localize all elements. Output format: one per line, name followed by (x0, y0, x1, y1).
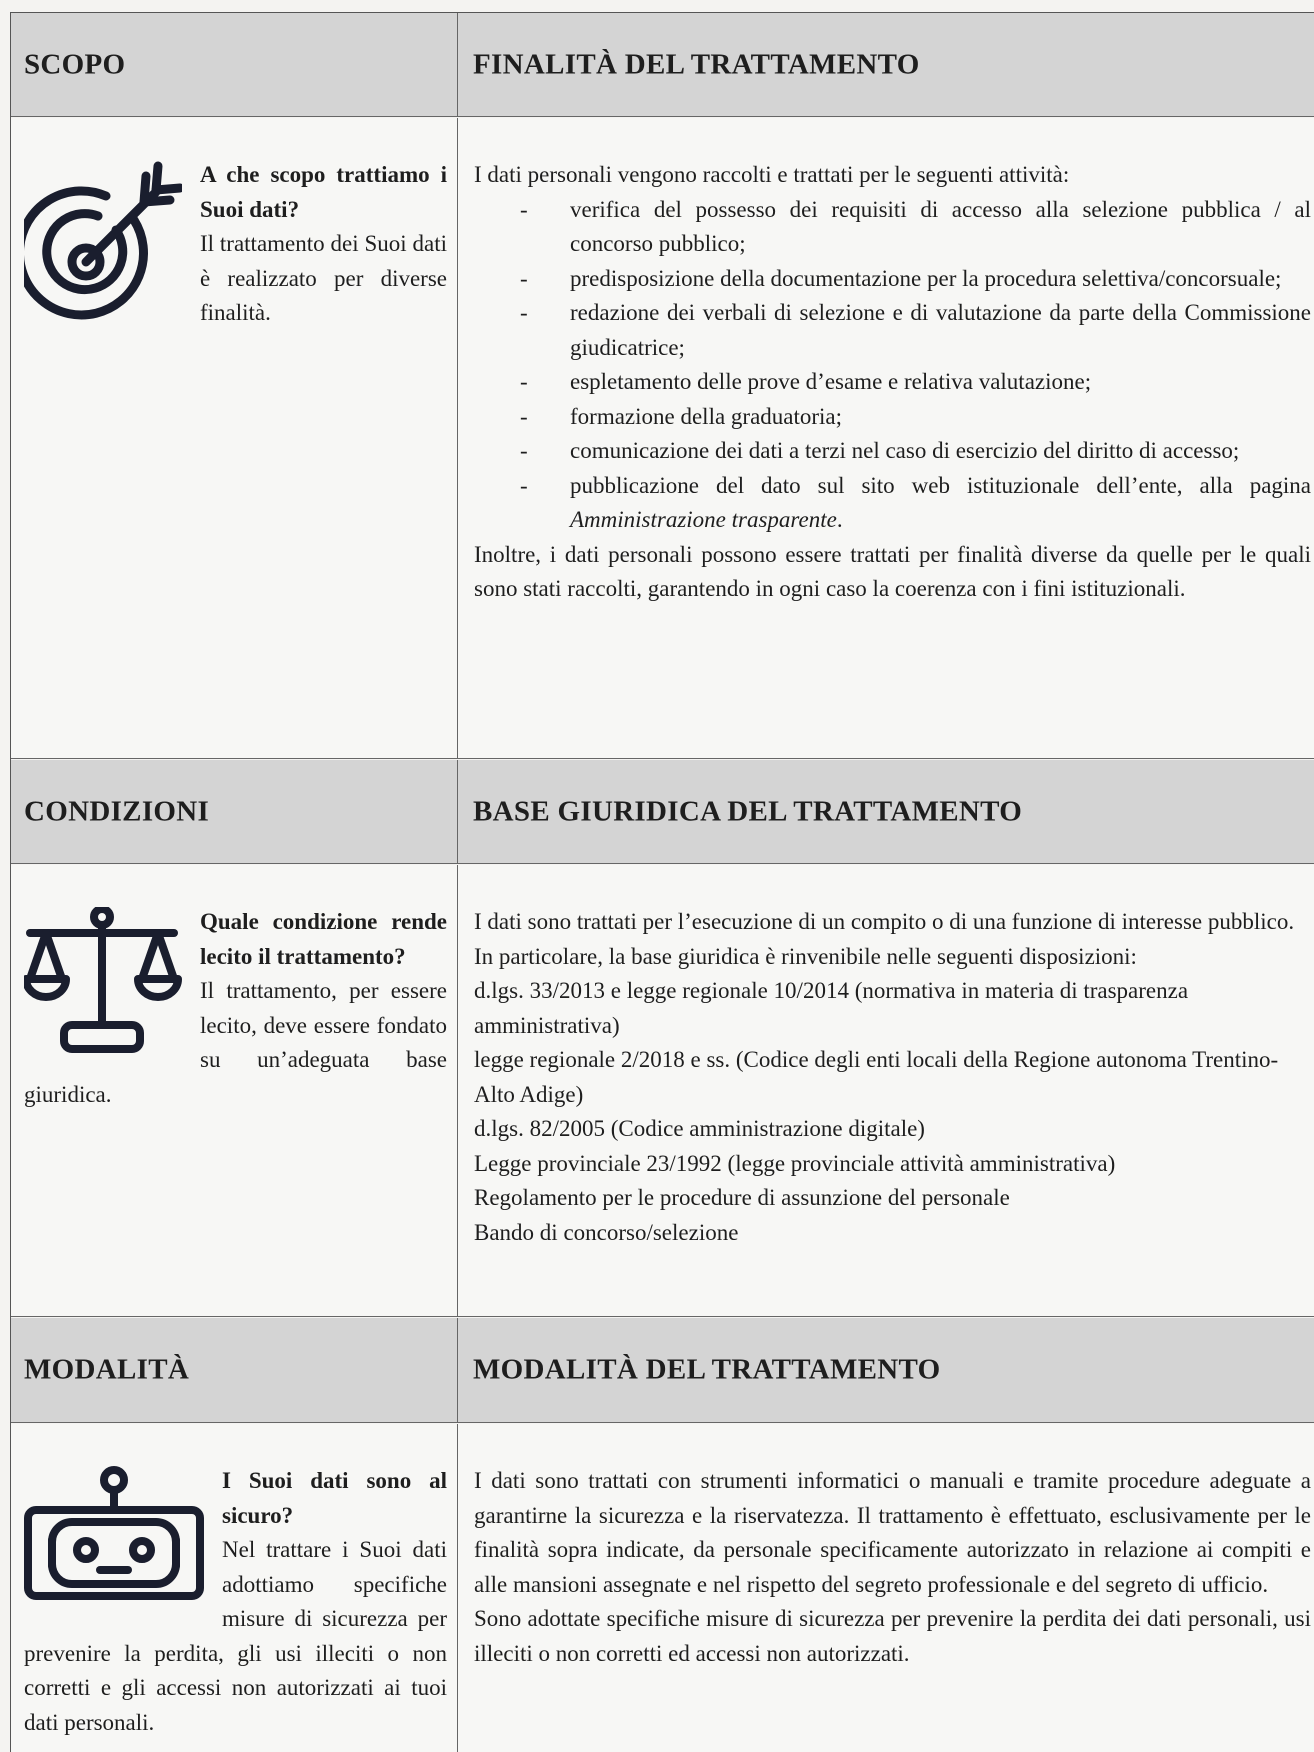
security-summary (24, 1464, 447, 1740)
section-header-modalita (11, 1318, 1314, 1423)
security-question: I Suoi dati sono al sicuro? (222, 1468, 447, 1528)
purpose-content (474, 158, 1311, 607)
list-item-italic: Amministrazione trasparente (570, 507, 837, 532)
security-content (474, 1464, 1311, 1671)
right-header: BASE GIURIDICA DEL TRATTAMENTO (473, 795, 1023, 827)
left-header: MODALITÀ (24, 1353, 190, 1386)
list-item: - formazione della graduatoria; (474, 400, 1311, 435)
section-body-modalita (11, 1424, 1314, 1752)
left-header: CONDIZIONI (24, 795, 210, 827)
purpose-list (474, 193, 1311, 538)
legal-basis-question: Quale condizione rende lecito il trattamento? (200, 909, 447, 969)
purpose-summary (24, 158, 447, 331)
list-item-text: pubblicazione del dato sul sito web istituzionale dell’ente, alla pagina (570, 472, 1311, 498)
left-header: SCOPO (24, 48, 126, 80)
scales-icon (24, 907, 182, 1057)
paragraph: Regolamento per le procedure di assunzione del personale (474, 1185, 1010, 1210)
right-header: FINALITÀ DEL TRATTAMENTO (473, 48, 920, 80)
legal-basis-description: Il trattamento, per essere lecito, deve essere fondato su un’adeguata base giuridica. (24, 978, 447, 1107)
purpose-closing: Inoltre, i dati personali possono essere trattati per finalità diverse da quelle per le quali sono stati raccolti, garantendo in ogni caso la coerenza con i fini istituzionali. (474, 541, 1311, 601)
paragraph: d.lgs. 82/2005 (Codice amministrazione digitale) (474, 1116, 925, 1141)
purpose-intro: I dati personali vengono raccolti e trattati per le seguenti attività: (474, 162, 1070, 187)
paragraph: In particolare, la base giuridica è rinvenibile nelle seguenti disposizioni: (474, 943, 1137, 969)
security-description: Nel trattare i Suoi dati adottiamo specifiche misure di sicurezza per prevenire la perdita, gli usi illeciti o non corretti e gli accessi non autorizzati ai tuoi dati personali. (24, 1537, 447, 1735)
list-item: - espletamento delle prove d’esame e relativa valutazione; (474, 365, 1311, 400)
target-icon (24, 160, 182, 322)
paragraph: Bando di concorso/selezione (474, 1219, 739, 1245)
section-header-scopo (11, 13, 1314, 117)
list-item: - redazione dei verbali di selezione e di valutazione da parte della Commissione giudicatrice; (474, 296, 1311, 365)
list-item-end: . (836, 507, 843, 532)
list-item: - predisposizione della documentazione per la procedura selettiva/concorsuale; (474, 262, 1311, 297)
privacy-info-table (10, 12, 1314, 1752)
paragraph: legge regionale 2/2018 e ss. (Codice degli enti locali della Regione autonoma Trentino-Alto Adige) (474, 1047, 1279, 1107)
paragraph: d.lgs. 33/2013 e legge regionale 10/2014 (normativa in materia di trasparenza amministrativa) (474, 978, 1189, 1038)
paragraph: Legge provinciale 23/1992 (legge provinciale attività amministrativa) (474, 1150, 1116, 1176)
robot-icon (24, 1466, 204, 1600)
list-item (474, 469, 1311, 538)
purpose-description: Il trattamento dei Suoi dati è realizzato per diverse finalità. (200, 231, 447, 325)
section-body-scopo (11, 118, 1314, 759)
paragraph: I dati sono trattati per l’esecuzione di un compito o di una funzione di interesse pubblico. (474, 909, 1295, 934)
right-header: MODALITÀ DEL TRATTAMENTO (473, 1353, 941, 1386)
paragraph: I dati sono trattati con strumenti informatici o manuali e tramite procedure adeguate a garantirne la sicurezza e la riservatezza. Il trattamento è effettuato, esclusivamente per le finalità sopra indicate, da personale specificamente autorizzato in relazione ai compiti e alle mansioni assegnate e nel rispetto del segreto professionale e del segreto di ufficio. (474, 1468, 1311, 1597)
list-item: - comunicazione dei dati a terzi nel caso di esercizio del diritto di accesso; (474, 434, 1311, 469)
legal-basis-content (474, 905, 1311, 1250)
section-header-condizioni (11, 760, 1314, 864)
paragraph: Sono adottate specifiche misure di sicurezza per prevenire la perdita dei dati personali, usi illeciti o non corretti ed accessi non autorizzati. (474, 1606, 1311, 1666)
section-body-condizioni (11, 865, 1314, 1317)
purpose-question: A che scopo trattiamo i Suoi dati? (200, 162, 447, 222)
list-item: - verifica del possesso dei requisiti di accesso alla selezione pubblica / al concorso pubblico; (474, 193, 1311, 262)
legal-basis-summary (24, 905, 447, 1112)
